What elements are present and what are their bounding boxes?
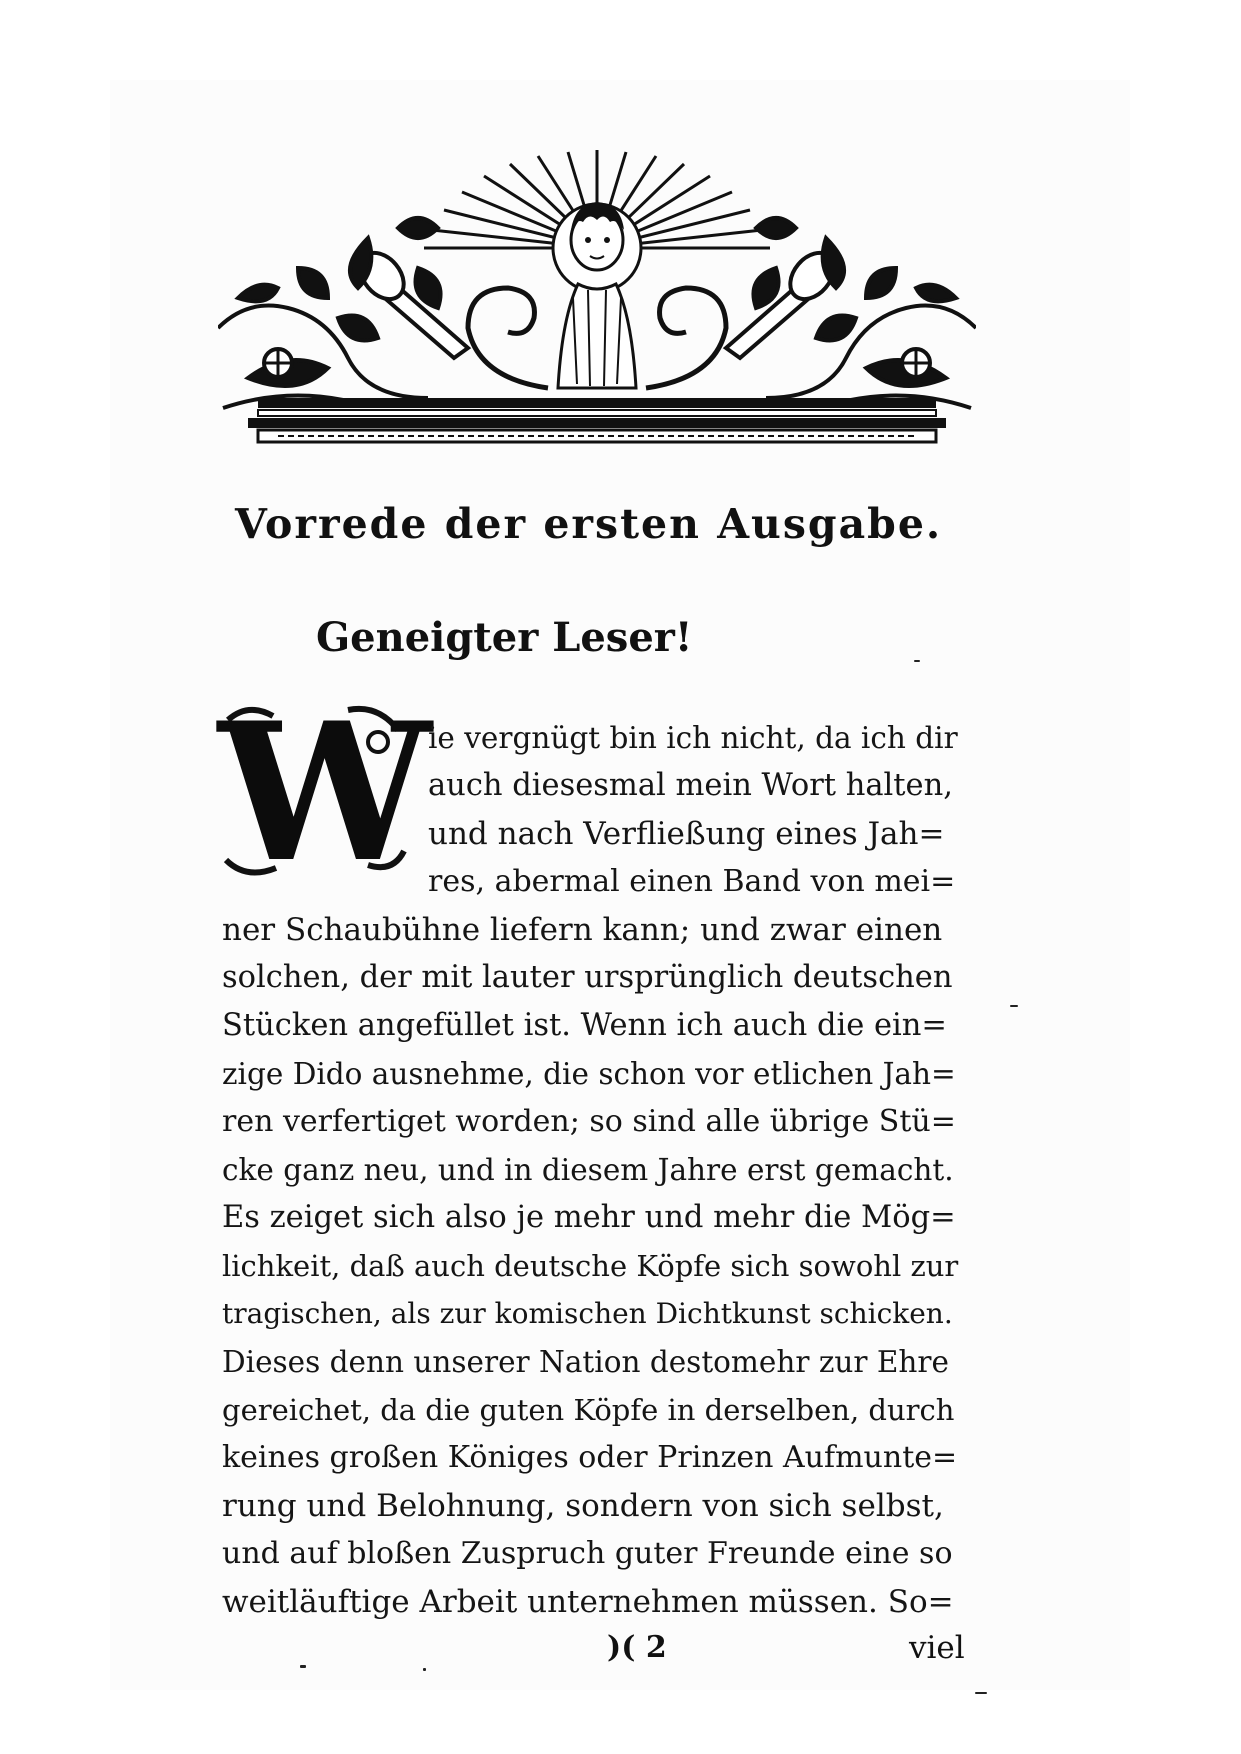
- text-line: zige Dido ausnehme, die schon vor etlichen Jah=: [222, 1057, 956, 1091]
- text-line: Dieses denn unserer Nation destomehr zur Ehre: [222, 1345, 949, 1379]
- text-line: solchen, der mit lauter ursprünglich deutschen: [222, 960, 953, 995]
- text-line: und auf bloßen Zuspruch guter Freunde eine so: [222, 1536, 953, 1571]
- text-line: Es zeiget sich also je mehr und mehr die Mög=: [222, 1200, 956, 1235]
- ink-speck: [300, 1665, 306, 1668]
- text-line: res, abermal einen Band von mei=: [428, 864, 956, 899]
- vignette-base: [248, 398, 946, 442]
- text-line: cke ganz neu, und in diesem Jahre erst gemacht.: [222, 1153, 954, 1187]
- text-line: gereichet, da die guten Köpfe in derselben, durch: [222, 1393, 955, 1427]
- decorated-initial: [218, 681, 432, 904]
- text-line: ner Schaubühne liefern kann; und zwar einen: [222, 912, 943, 948]
- text-line: tragischen, als zur komischen Dichtkunst schicken.: [222, 1297, 953, 1330]
- text-line: ie vergnügt bin ich nicht, da ich dir: [428, 721, 958, 755]
- signature-mark: )( 2: [607, 1630, 667, 1665]
- text-line: ren verfertiget worden; so sind alle übrige Stü=: [222, 1104, 956, 1139]
- catchword: viel: [909, 1630, 965, 1666]
- initial-letter: W: [218, 681, 432, 904]
- page-title: Vorrede der ersten Ausgabe.: [235, 500, 943, 548]
- ink-speck: [914, 660, 920, 662]
- text-line: und nach Verfließung eines Jah=: [428, 816, 945, 852]
- ink-speck: [1010, 1005, 1018, 1007]
- text-line: keines großen Königes oder Prinzen Aufmunte=: [222, 1440, 958, 1475]
- salutation: Geneigter Leser!: [316, 614, 693, 661]
- ink-speck: [423, 1668, 426, 1671]
- text-line: rung und Belohnung, sondern von sich selbst,: [222, 1488, 944, 1524]
- text-line: auch diesesmal mein Wort halten,: [428, 768, 953, 803]
- text-line: Stücken angefüllet ist. Wenn ich auch die ein=: [222, 1008, 947, 1043]
- ink-speck: [975, 1692, 987, 1694]
- text-line: weitläuftige Arbeit unternehmen müssen. So=: [222, 1584, 954, 1620]
- headpiece-vignette: [218, 148, 976, 448]
- text-line: lichkeit, daß auch deutsche Köpfe sich sowohl zur: [222, 1249, 959, 1283]
